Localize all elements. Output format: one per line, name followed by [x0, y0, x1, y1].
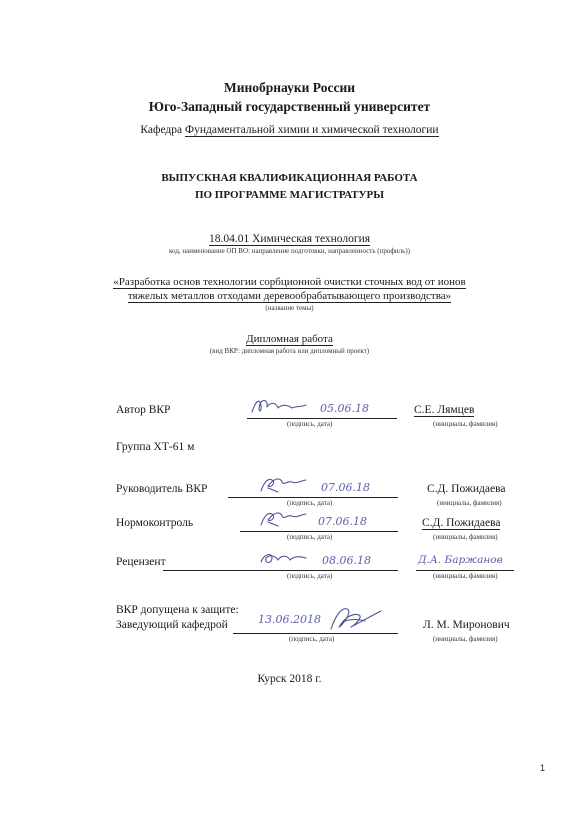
reviewer-label: Рецензент — [116, 556, 166, 568]
university-name: Юго-Западный государственный университет — [148, 99, 431, 114]
normcontrol-label: Нормоконтроль — [116, 517, 194, 529]
group-label: Группа ХТ-61 м — [116, 441, 195, 453]
normcontrol-name: С.Д. Пожидаева — [422, 517, 501, 529]
head-date: 13.06.2018 — [258, 613, 321, 626]
author-label: Автор ВКР — [116, 404, 171, 416]
author-signature-line — [247, 418, 397, 419]
reviewer-sign-hint: (подпись, дата) — [287, 572, 333, 580]
reviewer-signature-line — [163, 570, 398, 571]
department-prefix: Кафедра — [140, 124, 186, 136]
department-line — [0, 124, 579, 136]
department-name: Фундаментальной химии и химической технологии — [185, 124, 439, 136]
supervisor-name-hint: (инициалы, фамилия) — [437, 499, 502, 507]
supervisor-label: Руководитель ВКР — [116, 483, 208, 495]
supervisor-date: 07.06.18 — [321, 481, 370, 494]
author-signature — [248, 396, 308, 418]
normcontrol-signature — [258, 508, 314, 530]
head-sign-hint: (подпись, дата) — [289, 635, 335, 643]
direction-hint: код, наименование ОП ВО: направление подготовки, направленность (профиль)) — [168, 247, 411, 255]
city-year: Курск 2018 г. — [257, 673, 322, 685]
reviewer-signature — [258, 548, 310, 570]
author-date: 05.06.18 — [320, 402, 369, 415]
head-signature — [325, 603, 385, 635]
work-type-line2: ПО ПРОГРАММЕ МАГИСТРАТУРЫ — [194, 189, 385, 201]
ministry-name: Минобрнауки России — [223, 80, 356, 95]
author-name: С.Е. Лямцев — [414, 404, 475, 416]
admitted-line: ВКР допущена к защите: — [116, 604, 239, 616]
supervisor-sign-hint: (подпись, дата) — [287, 499, 333, 507]
work-kind: Дипломная работа — [246, 333, 333, 345]
normcontrol-name-hint: (инициалы, фамилия) — [433, 533, 498, 541]
author-name-hint: (инициалы, фамилия) — [433, 420, 498, 428]
reviewer-date: 08.06.18 — [322, 554, 371, 567]
author-sign-hint: (подпись, дата) — [287, 420, 333, 428]
supervisor-signature — [258, 474, 314, 496]
direction-value: 18.04.01 Химическая технология — [208, 233, 371, 245]
topic-line2: тяжелых металлов отходами деревообрабатывающего производства» — [127, 290, 452, 302]
head-name-hint: (инициалы, фамилия) — [433, 635, 498, 643]
head-name: Л. М. Миронович — [423, 619, 510, 631]
reviewer-name: Д.А. Баржанов — [418, 554, 503, 566]
page-number: 1 — [540, 763, 546, 773]
work-kind-hint: (вид ВКР: дипломная работа или дипломный проект) — [209, 347, 370, 355]
reviewer-name-hint: (инициалы, фамилия) — [433, 572, 498, 580]
normcontrol-signature-line — [240, 531, 398, 532]
head-label: Заведующий кафедрой — [116, 619, 228, 631]
topic-hint: (название темы) — [265, 304, 314, 312]
supervisor-signature-line — [228, 497, 398, 498]
reviewer-name-line — [416, 570, 514, 571]
normcontrol-date: 07.06.18 — [318, 515, 367, 528]
work-type-line1: ВЫПУСКНАЯ КВАЛИФИКАЦИОННАЯ РАБОТА — [161, 172, 418, 184]
supervisor-name: С.Д. Пожидаева — [427, 483, 506, 495]
topic-line1: «Разработка основ технологии сорбционной очистки сточных вод от ионов — [113, 276, 466, 288]
normcontrol-sign-hint: (подпись, дата) — [287, 533, 333, 541]
